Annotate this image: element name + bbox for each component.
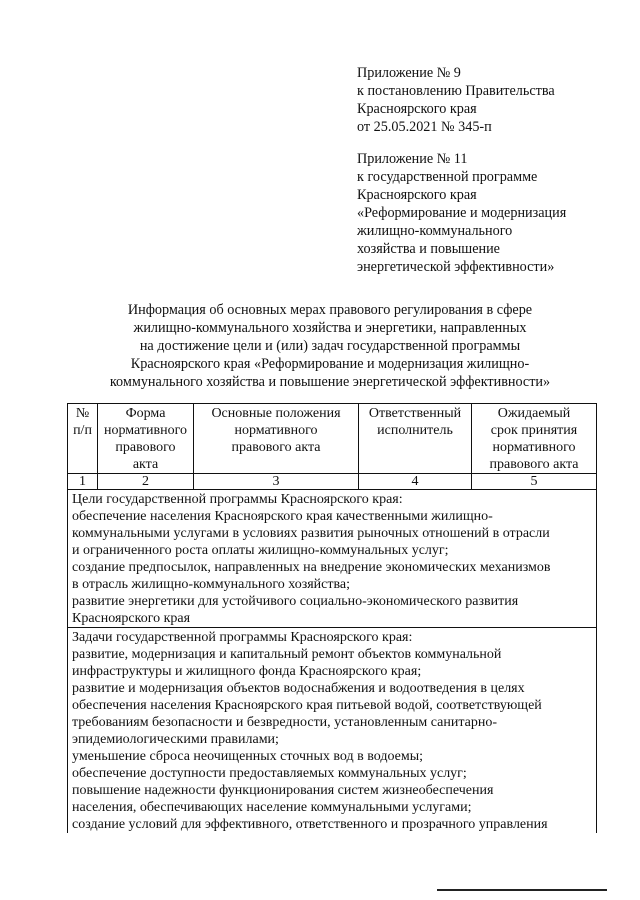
tasks-line: требованиям безопасности и безвредности, установленным санитарно- bbox=[72, 715, 498, 730]
tasks-line: уменьшение сброса неочищенных сточных вод в водоемы; bbox=[72, 749, 424, 764]
tasks-line: повышение надежности функционирования систем жизнеобеспечения bbox=[72, 783, 494, 798]
appendix-line: энергетической эффективности» bbox=[357, 259, 555, 275]
column-number-row bbox=[68, 474, 597, 490]
tasks-line: Задачи государственной программы Красноярского края: bbox=[72, 630, 413, 645]
appendix-line: к постановлению Правительства bbox=[357, 83, 555, 99]
table-header-row bbox=[68, 404, 597, 474]
column-number: 2 bbox=[98, 474, 194, 490]
column-number: 4 bbox=[359, 474, 472, 490]
title-line: жилищно-коммунального хозяйства и энергетики, направленных bbox=[133, 320, 527, 336]
appendix-line: к государственной программе bbox=[357, 169, 538, 185]
title-line: на достижение цели и (или) задач государственной программы bbox=[139, 338, 521, 354]
tasks-line: инфраструктуры и жилищного фонда Красноярского края; bbox=[72, 664, 422, 679]
goals-line: Цели государственной программы Красноярского края: bbox=[72, 492, 403, 507]
tasks-row bbox=[68, 628, 597, 834]
title-line: Красноярского края «Реформирование и модернизация жилищно- bbox=[130, 356, 530, 372]
goals-line: Красноярского края bbox=[72, 611, 191, 626]
goals-cell bbox=[68, 490, 597, 628]
appendix-line: Приложение № 9 bbox=[357, 65, 461, 81]
tasks-cell bbox=[68, 628, 597, 834]
appendix-line: Красноярского края bbox=[357, 101, 477, 117]
appendix-line: от 25.05.2021 № 345-п bbox=[357, 119, 492, 135]
goals-line: обеспечение населения Красноярского края качественными жилищно- bbox=[72, 509, 493, 524]
tasks-line: обеспечения населения Красноярского края питьевой водой, соответствующей bbox=[72, 698, 542, 713]
appendix-line: Приложение № 11 bbox=[357, 151, 468, 167]
column-number: 3 bbox=[194, 474, 359, 490]
header-main-provisions: Основные положения нормативного правового акта bbox=[194, 404, 359, 474]
appendix-line: «Реформирование и модернизация bbox=[357, 205, 567, 221]
tasks-line: населения, обеспечивающих население коммунальными услугами; bbox=[72, 800, 472, 815]
regulation-table bbox=[67, 403, 597, 833]
title-line: коммунального хозяйства и повышение энергетической эффективности» bbox=[109, 374, 551, 390]
appendix-11-header bbox=[357, 150, 627, 276]
column-number: 5 bbox=[472, 474, 597, 490]
header-number: № п/п bbox=[68, 404, 98, 474]
appendix-9-header bbox=[357, 64, 627, 136]
goals-line: в отрасль жилищно-коммунального хозяйства; bbox=[72, 577, 351, 592]
header-expected-term: Ожидаемый срок принятия нормативного правового акта bbox=[472, 404, 597, 474]
tasks-line: развитие, модернизация и капитальный ремонт объектов коммунальной bbox=[72, 647, 502, 662]
tasks-line: обеспечение доступности предоставляемых коммунальных услуг; bbox=[72, 766, 467, 781]
scan-edge-line bbox=[437, 889, 607, 891]
appendix-line: Красноярского края bbox=[357, 187, 477, 203]
tasks-line: эпидемиологическими правилами; bbox=[72, 732, 279, 747]
tasks-line: развитие и модернизация объектов водоснабжения и водоотведения в целях bbox=[72, 681, 525, 696]
goals-line: развитие энергетики для устойчивого социально-экономического развития bbox=[72, 594, 519, 609]
document-title bbox=[60, 301, 600, 391]
goals-line: коммунальными услугами в условиях развития рыночных отношений в отрасли bbox=[72, 526, 550, 541]
tasks-line: создание условий для эффективного, ответственного и прозрачного управления bbox=[72, 817, 548, 832]
header-responsible: Ответственный исполнитель bbox=[359, 404, 472, 474]
goals-row bbox=[68, 490, 597, 628]
appendix-line: жилищно-коммунального bbox=[357, 223, 513, 239]
column-number: 1 bbox=[68, 474, 98, 490]
title-line: Информация об основных мерах правового регулирования в сфере bbox=[127, 302, 533, 318]
appendix-line: хозяйства и повышение bbox=[357, 241, 500, 257]
header-act-form: Форма нормативного правового акта bbox=[98, 404, 194, 474]
goals-line: создание предпосылок, направленных на внедрение экономических механизмов bbox=[72, 560, 551, 575]
goals-line: и ограниченного роста оплаты жилищно-коммунальных услуг; bbox=[72, 543, 449, 558]
